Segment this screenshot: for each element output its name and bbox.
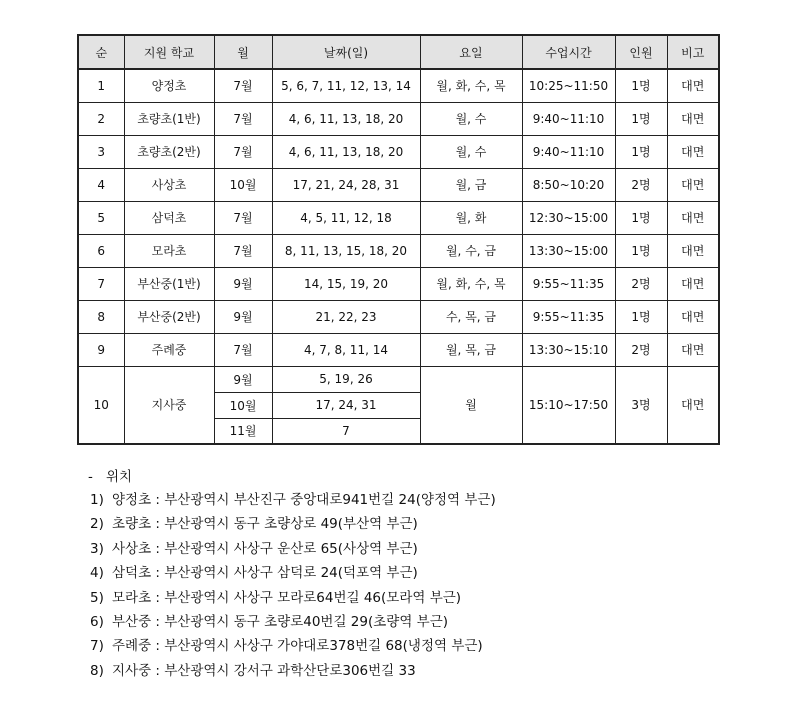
cell-month: 7월 [214, 135, 272, 168]
cell-school: 초량초(1반) [124, 102, 214, 135]
table-row [78, 300, 719, 333]
cell-people: 2명 [615, 168, 667, 201]
cell-month: 9월 [214, 267, 272, 300]
cell-dates: 14, 15, 19, 20 [272, 267, 420, 300]
cell-note: 대면 [667, 102, 719, 135]
item-number: 5) [90, 589, 104, 606]
cell-no: 4 [78, 168, 124, 201]
heading-text: 위치 [106, 469, 133, 485]
item-number: 2) [90, 516, 104, 533]
cell-no: 6 [78, 234, 124, 267]
cell-dates: 17, 21, 24, 28, 31 [272, 168, 420, 201]
cell-note: 대면 [667, 201, 719, 234]
list-item [88, 610, 496, 634]
header-dates: 날짜(일) [272, 35, 420, 69]
cell-dates: 17, 24, 31 [272, 392, 420, 418]
table-row [78, 102, 719, 135]
table-row [78, 333, 719, 366]
cell-days: 수, 목, 금 [420, 300, 522, 333]
item-number: 4) [90, 565, 104, 582]
cell-time: 9:55~11:35 [522, 267, 615, 300]
cell-dates: 4, 5, 11, 12, 18 [272, 201, 420, 234]
heading-dash: - [88, 469, 93, 485]
cell-note: 대면 [667, 69, 719, 102]
cell-month: 11월 [214, 418, 272, 444]
cell-days: 월, 목, 금 [420, 333, 522, 366]
list-item [88, 586, 496, 610]
cell-dates: 21, 22, 23 [272, 300, 420, 333]
cell-no: 1 [78, 69, 124, 102]
cell-month: 7월 [214, 333, 272, 366]
header-month: 월 [214, 35, 272, 69]
cell-school: 사상초 [124, 168, 214, 201]
list-item [88, 561, 496, 585]
cell-dates: 5, 6, 7, 11, 12, 13, 14 [272, 69, 420, 102]
cell-school: 삼덕초 [124, 201, 214, 234]
cell-school: 부산중(1반) [124, 267, 214, 300]
item-text: 모라초 : 부산광역시 사상구 모라로64번길 46(모라역 부근) [112, 589, 462, 606]
cell-people: 1명 [615, 69, 667, 102]
cell-dates: 7 [272, 418, 420, 444]
cell-month: 7월 [214, 201, 272, 234]
cell-people: 1명 [615, 102, 667, 135]
item-text: 부산중 : 부산광역시 동구 초량로40번길 29(초량역 부근) [112, 613, 449, 630]
item-number: 8) [90, 662, 104, 679]
cell-time: 12:30~15:00 [522, 201, 615, 234]
cell-school: 주례중 [124, 333, 214, 366]
item-number: 7) [90, 638, 104, 655]
cell-no: 8 [78, 300, 124, 333]
cell-school: 모라초 [124, 234, 214, 267]
list-item [88, 537, 496, 561]
item-text: 양정초 : 부산광역시 부산진구 중앙대로941번길 24(양정역 부근) [112, 492, 496, 508]
cell-month: 9월 [214, 366, 272, 392]
cell-time: 8:50~10:20 [522, 168, 615, 201]
location-section [88, 466, 496, 683]
list-item [88, 512, 496, 536]
cell-no: 9 [78, 333, 124, 366]
cell-no: 3 [78, 135, 124, 168]
cell-days: 월, 금 [420, 168, 522, 201]
cell-note: 대면 [667, 135, 719, 168]
cell-no: 10 [78, 366, 124, 444]
cell-note: 대면 [667, 234, 719, 267]
schedule-table [77, 34, 720, 445]
table-row [78, 366, 719, 392]
cell-people: 3명 [615, 366, 667, 444]
cell-days: 월, 화 [420, 201, 522, 234]
cell-school: 초량초(2반) [124, 135, 214, 168]
header-time: 수업시간 [522, 35, 615, 69]
header-people: 인원 [615, 35, 667, 69]
cell-people: 1명 [615, 234, 667, 267]
cell-school: 지사중 [124, 366, 214, 444]
cell-month: 7월 [214, 234, 272, 267]
cell-days: 월 [420, 366, 522, 444]
cell-time: 9:40~11:10 [522, 102, 615, 135]
cell-time: 13:30~15:10 [522, 333, 615, 366]
cell-dates: 5, 19, 26 [272, 366, 420, 392]
cell-month: 7월 [214, 69, 272, 102]
cell-dates: 8, 11, 13, 15, 18, 20 [272, 234, 420, 267]
cell-school: 양정초 [124, 69, 214, 102]
cell-month: 7월 [214, 102, 272, 135]
cell-days: 월, 화, 수, 목 [420, 69, 522, 102]
header-school: 지원 학교 [124, 35, 214, 69]
cell-note: 대면 [667, 333, 719, 366]
cell-time: 9:55~11:35 [522, 300, 615, 333]
item-text: 지사중 : 부산광역시 강서구 과학산단로306번길 33 [112, 662, 416, 679]
table-row [78, 267, 719, 300]
item-number: 1) [90, 492, 104, 508]
cell-time: 13:30~15:00 [522, 234, 615, 267]
list-item [88, 488, 496, 512]
table-row [78, 135, 719, 168]
item-text: 삼덕초 : 부산광역시 사상구 삼덕로 24(덕포역 부근) [112, 565, 418, 582]
cell-people: 1명 [615, 300, 667, 333]
cell-time: 10:25~11:50 [522, 69, 615, 102]
cell-month: 10월 [214, 168, 272, 201]
header-note: 비고 [667, 35, 719, 69]
cell-people: 2명 [615, 333, 667, 366]
cell-days: 월, 수 [420, 102, 522, 135]
item-text: 사상초 : 부산광역시 사상구 운산로 65(사상역 부근) [112, 540, 418, 557]
cell-month: 9월 [214, 300, 272, 333]
cell-dates: 4, 6, 11, 13, 18, 20 [272, 102, 420, 135]
table-row [78, 69, 719, 102]
header-row [78, 35, 719, 69]
cell-people: 1명 [615, 135, 667, 168]
cell-no: 2 [78, 102, 124, 135]
list-item [88, 659, 496, 683]
cell-dates: 4, 6, 11, 13, 18, 20 [272, 135, 420, 168]
location-heading [88, 466, 496, 488]
header-no: 순 [78, 35, 124, 69]
item-text: 초량초 : 부산광역시 동구 초량상로 49(부산역 부근) [112, 516, 418, 533]
cell-days: 월, 수, 금 [420, 234, 522, 267]
table-row [78, 201, 719, 234]
cell-people: 2명 [615, 267, 667, 300]
cell-dates: 4, 7, 8, 11, 14 [272, 333, 420, 366]
cell-no: 7 [78, 267, 124, 300]
cell-days: 월, 화, 수, 목 [420, 267, 522, 300]
table-row [78, 234, 719, 267]
cell-time: 9:40~11:10 [522, 135, 615, 168]
item-text: 주례중 : 부산광역시 사상구 가야대로378번길 68(냉정역 부근) [112, 638, 483, 655]
cell-note: 대면 [667, 168, 719, 201]
cell-time: 15:10~17:50 [522, 366, 615, 444]
cell-note: 대면 [667, 267, 719, 300]
header-days: 요일 [420, 35, 522, 69]
cell-note: 대면 [667, 366, 719, 444]
item-number: 3) [90, 540, 104, 557]
cell-note: 대면 [667, 300, 719, 333]
item-number: 6) [90, 613, 104, 630]
cell-school: 부산중(2반) [124, 300, 214, 333]
cell-people: 1명 [615, 201, 667, 234]
cell-no: 5 [78, 201, 124, 234]
table-row [78, 168, 719, 201]
cell-month: 10월 [214, 392, 272, 418]
cell-days: 월, 수 [420, 135, 522, 168]
list-item [88, 634, 496, 658]
